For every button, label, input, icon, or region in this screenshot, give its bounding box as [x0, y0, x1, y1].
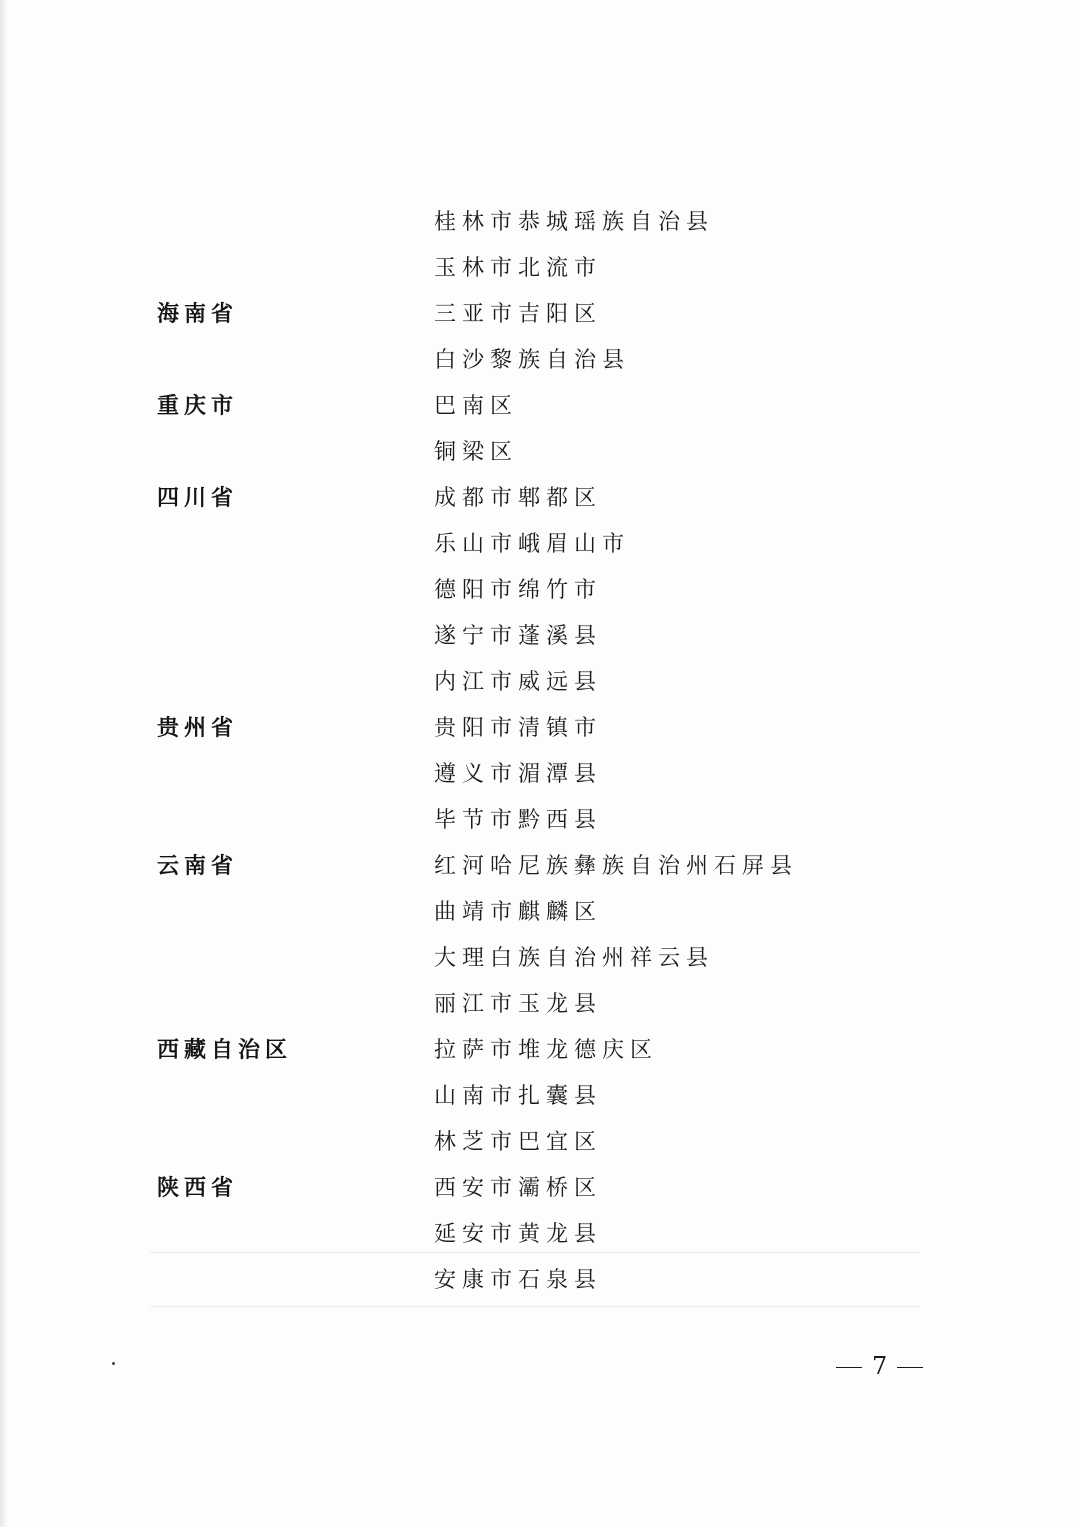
county-name: 巴南区	[434, 394, 519, 419]
list-item	[0, 1074, 1080, 1120]
province-label: 重庆市	[157, 394, 239, 419]
county-name: 桂林市恭城瑶族自治县	[434, 210, 715, 235]
page-number-dash-right	[897, 1367, 923, 1368]
list-item	[0, 1120, 1080, 1166]
county-name: 大理白族自治州祥云县	[434, 946, 715, 971]
list-item	[0, 200, 1080, 246]
list-item	[0, 1028, 1080, 1074]
province-label: 贵州省	[157, 716, 239, 741]
county-name: 贵阳市清镇市	[434, 716, 603, 741]
county-name: 铜梁区	[434, 440, 519, 465]
list-item	[0, 476, 1080, 522]
province-label: 云南省	[157, 854, 239, 879]
county-name: 毕节市黔西县	[434, 808, 603, 833]
list-item	[0, 292, 1080, 338]
county-name: 林芝市巴宜区	[434, 1130, 603, 1155]
county-name: 红河哈尼族彝族自治州石屏县	[434, 854, 799, 879]
list-item	[0, 798, 1080, 844]
province-label: 陕西省	[157, 1176, 239, 1201]
province-label: 海南省	[157, 302, 239, 327]
county-name: 丽江市玉龙县	[434, 992, 603, 1017]
scan-speck	[112, 1362, 115, 1365]
list-item	[0, 982, 1080, 1028]
county-name: 乐山市峨眉山市	[434, 532, 631, 557]
list-item	[0, 384, 1080, 430]
county-name: 曲靖市麒麟区	[434, 900, 603, 925]
county-name: 内江市威远县	[434, 670, 603, 695]
list-item	[0, 1166, 1080, 1212]
list-item	[0, 614, 1080, 660]
county-name: 遵义市湄潭县	[434, 762, 603, 787]
province-label: 西藏自治区	[157, 1038, 293, 1063]
county-name: 西安市灞桥区	[434, 1176, 603, 1201]
list-item	[0, 936, 1080, 982]
page-number	[826, 1351, 933, 1381]
list-item	[0, 430, 1080, 476]
page-number-value: 7	[872, 1352, 888, 1380]
list-item	[0, 522, 1080, 568]
county-name: 成都市郫都区	[434, 486, 603, 511]
page-number-dash-left	[836, 1367, 862, 1368]
list-item	[0, 706, 1080, 752]
county-name: 拉萨市堆龙德庆区	[434, 1038, 659, 1063]
county-name: 遂宁市蓬溪县	[434, 624, 603, 649]
county-name: 三亚市吉阳区	[434, 302, 603, 327]
list-item	[0, 1212, 1080, 1258]
list-item	[0, 246, 1080, 292]
county-name: 安康市石泉县	[434, 1268, 603, 1293]
show-through-rule-bottom	[150, 1306, 920, 1307]
list-item	[0, 660, 1080, 706]
county-name: 山南市扎囊县	[434, 1084, 603, 1109]
list-item	[0, 752, 1080, 798]
list-item	[0, 1258, 1080, 1304]
province-label: 四川省	[157, 486, 239, 511]
list-item	[0, 890, 1080, 936]
county-name: 玉林市北流市	[434, 256, 603, 281]
county-name: 延安市黄龙县	[434, 1222, 603, 1247]
list-item	[0, 338, 1080, 384]
list-item	[0, 844, 1080, 890]
county-name: 白沙黎族自治县	[434, 348, 631, 373]
county-name: 德阳市绵竹市	[434, 578, 603, 603]
list-item	[0, 568, 1080, 614]
